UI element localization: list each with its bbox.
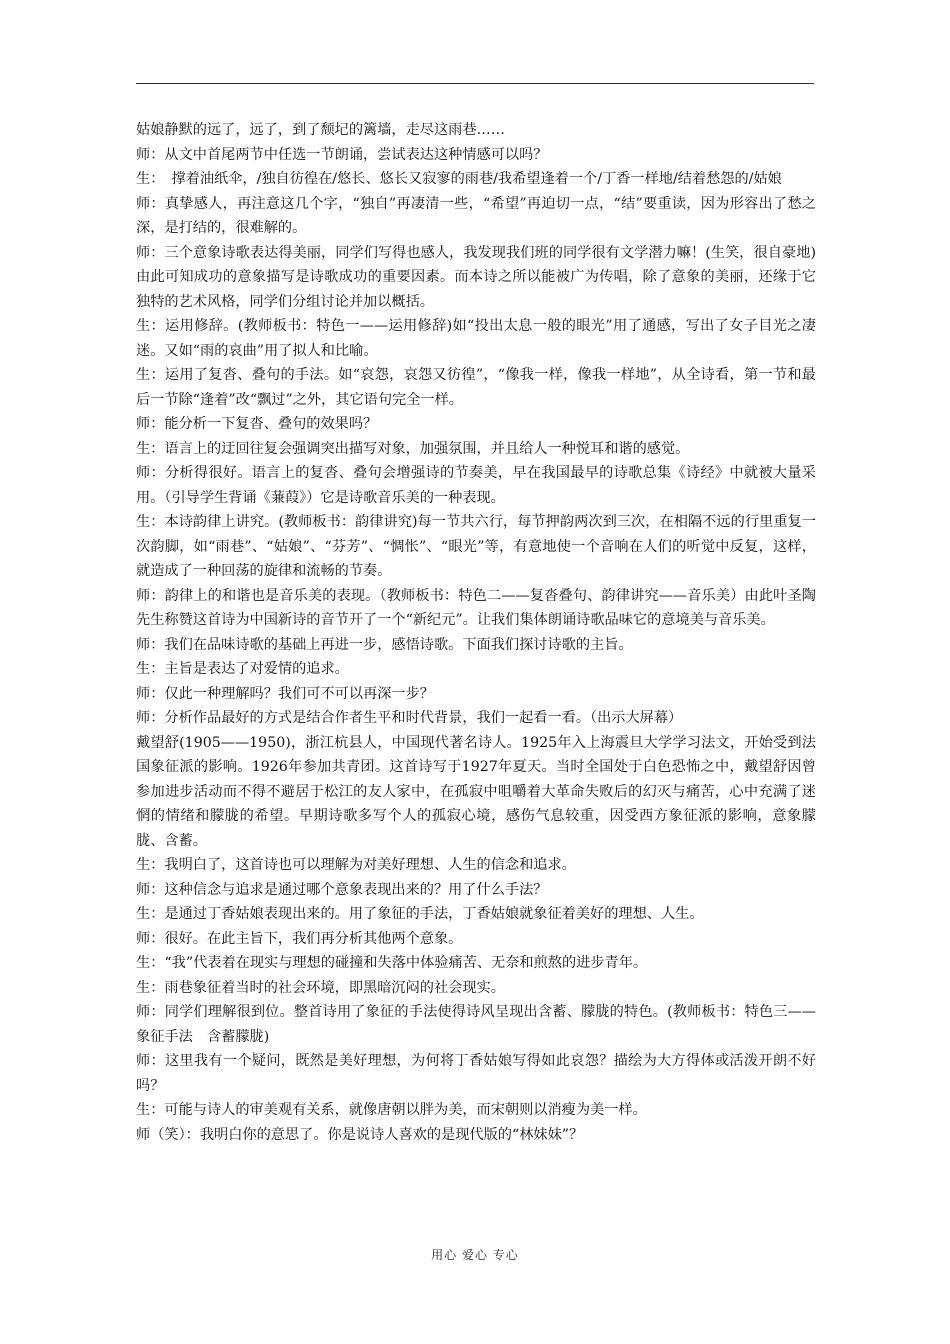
paragraph: 师：仅此一种理解吗？我们可不可以再深一步？ (136, 685, 434, 702)
paragraph: 生： 撑着油纸伞，/独自彷徨在/悠长、悠长又寂寥的雨巷/我希望逢着一个/丁香一样地/结着愁怨的/姑娘 (136, 171, 782, 187)
paragraph: 师：同学们理解很到位。整首诗用了象征的手法使得诗风呈现出含蓄、朦胧的特色。(教师板书：特色三——象征手法 含蓄朦胧) (136, 1004, 816, 1045)
page-footer: 用心 爱心 专心 (431, 1248, 519, 1262)
paragraph: 师：分析作品最好的方式是结合作者生平和时代背景，我们一起看一看。（出示大屏幕） (136, 710, 683, 726)
paragraph: 师：这里我有一个疑问，既然是美好理想，为何将丁香姑娘写得如此哀怨？描绘为大方得体或活泼开朗不好吗？ (136, 1053, 816, 1094)
paragraph: 师：真挚感人，再注意这几个字，“独自”再凄清一些，“希望”再迫切一点，“结”要重读，因为形容出了愁之深，是打结的，很难解的。 (136, 195, 816, 236)
paragraph: 师：很好。在此主旨下，我们再分析其他两个意象。 (136, 930, 463, 947)
paragraph: 师：能分析一下复沓、叠句的效果吗？ (136, 416, 378, 432)
paragraph: 师：我们在品味诗歌的基础上再进一步，感悟诗歌。下面我们探讨诗歌的主旨。 (136, 636, 633, 653)
paragraph: 生：语言上的迂回往复会强调突出描写对象，加强氛围，并且给人一种悦耳和谐的感觉。 (136, 440, 690, 457)
paragraph: 生：运用修辞。(教师板书：特色一——运用修辞)如“投出太息一般的眼光”用了通感，写出了女子目光之凄迷。又如“雨的哀曲”用了拟人和比喻。 (136, 318, 816, 359)
paragraph: 师：这种信念与追求是通过哪个意象表现出来的？用了什么手法？ (136, 881, 548, 898)
paragraph: 师：三个意象诗歌表达得美丽，同学们写得也感人，我发现我们班的同学很有文学潜力嘛！(生笑，很自豪地)由此可知成功的意象描写是诗歌成功的重要因素。而本诗之所以能被广为传唱，除了意象的美丽，还缘于它独特的艺术风格，同学们分组讨论并加以概括。 (136, 244, 816, 310)
paragraph: 师：分析得很好。语言上的复沓、叠句会增强诗的节奏美，早在我国最早的诗歌总集《诗经》中就被大量采用。（引导学生背诵《蒹葭》）它是诗歌音乐美的一种表现。 (136, 465, 816, 506)
paragraph: 生：“我”代表着在现实与理想的碰撞和失落中体验痛苦、无奈和煎熬的进步青年。 (136, 955, 648, 971)
paragraph: 生：可能与诗人的审美观有关系，就像唐朝以胖为美，而宋朝则以消瘦为美一样。 (136, 1102, 647, 1118)
paragraph: 生：雨巷象征着当时的社会环境，即黑暗沉闷的社会现实。 (136, 979, 505, 996)
paragraph: 戴望舒(1905——1950)，浙江杭县人，中国现代著名诗人。1925年入上海震旦大学学习法文，开始受到法国象征派的影响。1926年参加共青团。这首诗写于1927年夏天。当时全国处于白色恐怖之中，戴望舒因曾参加进步活动而不得不避居于松江的友人家中，在孤寂中咀嚼着大革命失败后的幻灭与痛苦，心中充满了迷惘的情绪和朦胧的希望。早期诗歌多写个人的孤寂心境，感伤气息较重，因受西方象征派的影响，意象朦胧、含蓄。 (136, 734, 816, 849)
header-rule (136, 83, 814, 84)
paragraph: 生：本诗韵律上讲究。(教师板书：韵律讲究)每一节共六行，每节押韵两次到三次，在相隔不远的行里重复一次韵脚，如“雨巷”、“姑娘”、“芬芳”、“惆怅”、“眼光”等，有意地使一个音响在人们的听觉中反复，这样，就造成了一种回荡的旋律和流畅的节奏。 (136, 514, 816, 579)
document-body (136, 118, 816, 1147)
paragraph: 师：从文中首尾两节中任选一节朗诵，尝试表达这种情感可以吗？ (136, 146, 548, 163)
paragraph: 姑娘静默的远了，远了，到了颓圮的篱墙，走尽这雨巷…… (136, 122, 505, 138)
paragraph: 师：韵律上的和谐也是音乐美的表现。（教师板书：特色二——复沓叠句、韵律讲究——音乐美）由此叶圣陶先生称赞这首诗为中国新诗的音节开了一个“新纪元”。让我们集体朗诵诗歌品味它的意境美与音乐美。 (136, 587, 816, 628)
paragraph: 生：运用了复沓、叠句的手法。如“哀怨，哀怨又彷徨”，“像我一样，像我一样地”，从全诗看，第一节和最后一节除“逢着”改“飘过”之外，其它语句完全一样。 (136, 367, 816, 408)
paragraph: 师（笑）：我明白你的意思了。你是说诗人喜欢的是现代版的“林妹妹”？ (136, 1126, 584, 1143)
paragraph: 生：我明白了，这首诗也可以理解为对美好理想、人生的信念和追求。 (136, 857, 576, 873)
paragraph: 生：是通过丁香姑娘表现出来的。用了象征的手法，丁香姑娘就象征着美好的理想、人生。 (136, 906, 704, 922)
paragraph: 生：主旨是表达了对爱情的追求。 (136, 661, 349, 677)
